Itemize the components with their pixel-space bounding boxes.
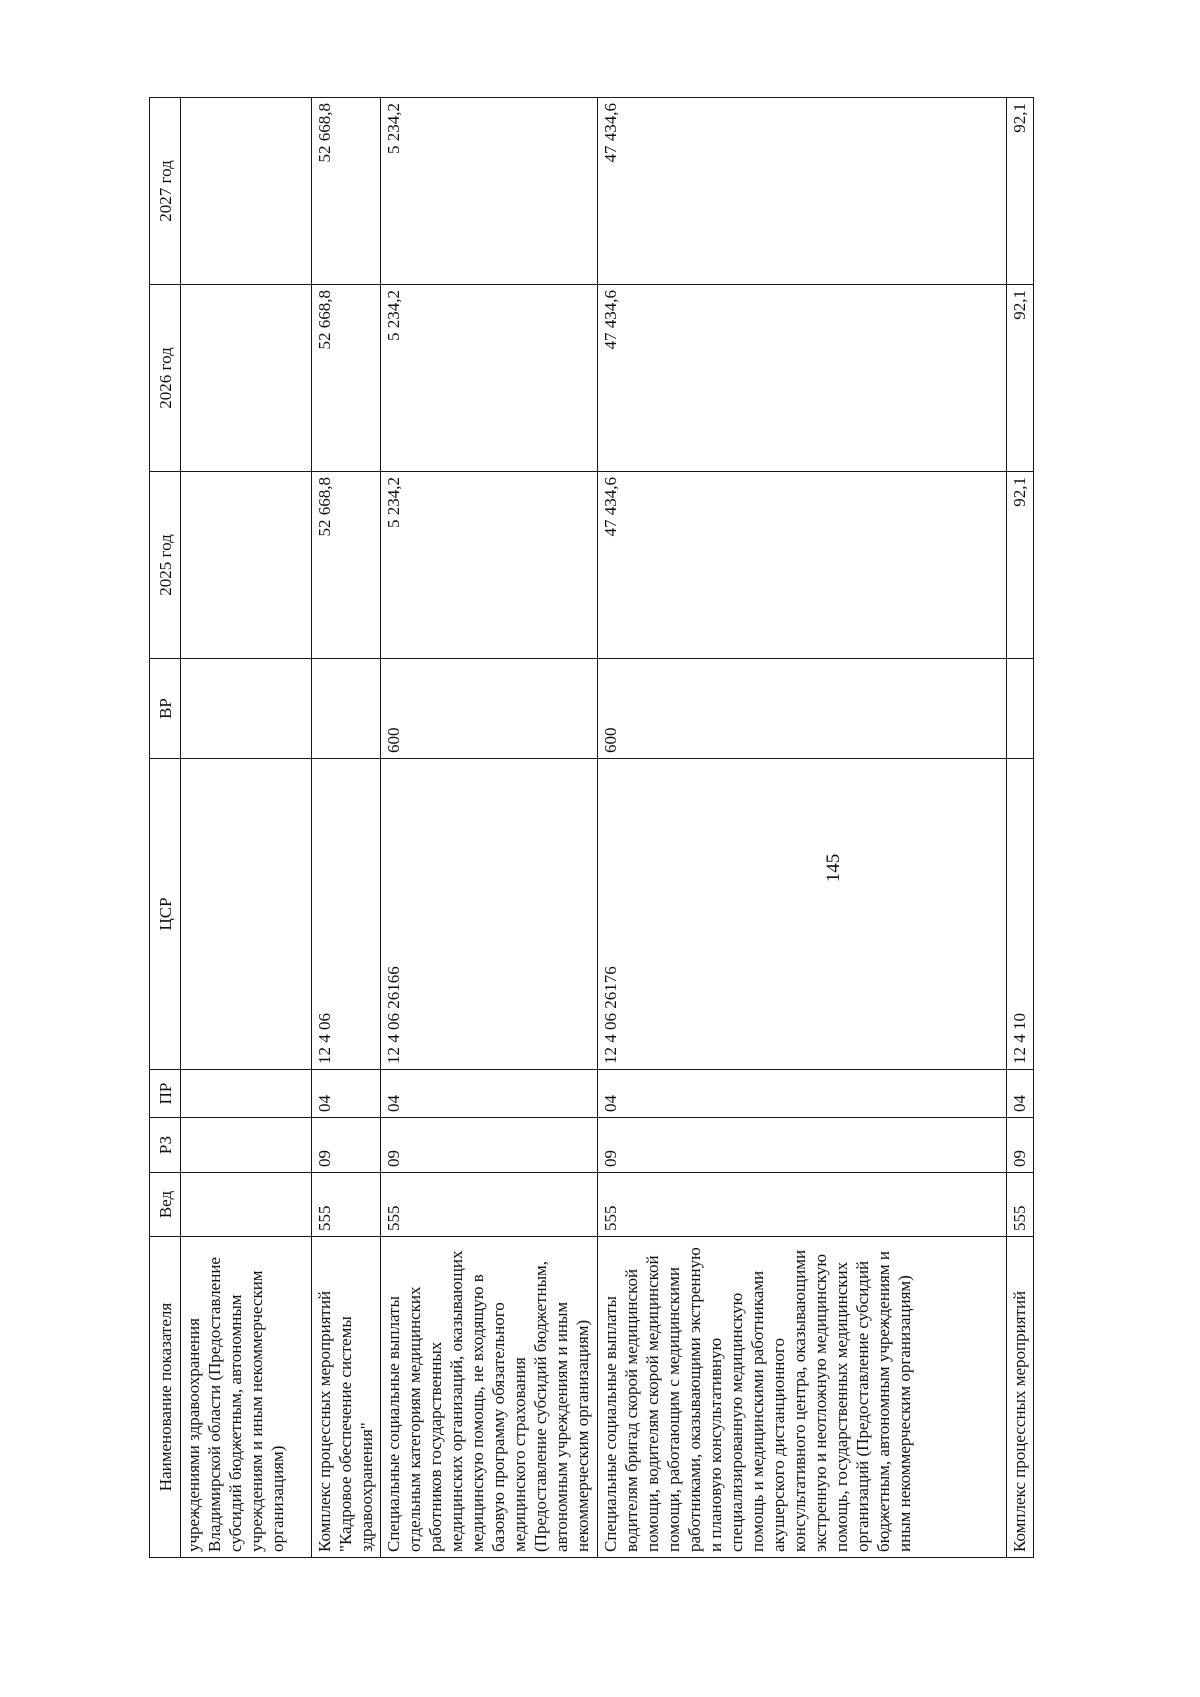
- cell-vr: [181, 659, 312, 759]
- cell-2025: 92,1: [1007, 472, 1034, 659]
- cell-vr: 600: [381, 659, 598, 759]
- page-number: 145: [823, 853, 844, 883]
- cell-csr: 12 4 06: [312, 759, 381, 1070]
- cell-ved: 555: [312, 1173, 381, 1237]
- cell-rz: 09: [598, 1118, 1007, 1173]
- cell-2027: 92,1: [1007, 98, 1034, 285]
- header-vr: ВР: [150, 659, 181, 759]
- cell-name: Комплекс процессных мероприятий: [1007, 1237, 1034, 1558]
- cell-csr: [181, 759, 312, 1070]
- header-csr: ЦСР: [150, 759, 181, 1070]
- cell-pr: 04: [598, 1070, 1007, 1118]
- cell-2026: 5 234,2: [381, 285, 598, 472]
- table-row: [381, 98, 598, 1558]
- cell-2027: [181, 98, 312, 285]
- cell-rz: 09: [1007, 1118, 1034, 1173]
- cell-vr: [1007, 659, 1034, 759]
- cell-csr: 12 4 10: [1007, 759, 1034, 1070]
- table-row: [181, 98, 312, 1558]
- cell-pr: [181, 1070, 312, 1118]
- table-row: [598, 98, 1007, 1558]
- cell-vr: 600: [598, 659, 1007, 759]
- header-rz: РЗ: [150, 1118, 181, 1173]
- cell-2025: [181, 472, 312, 659]
- budget-table: [149, 97, 1034, 1558]
- header-2026: 2026 год: [150, 285, 181, 472]
- cell-ved: [181, 1173, 312, 1237]
- cell-name: Специальные социальные выплаты водителям бригад скорой медицинской помощи, водителям скорой медицинской помощи, работающим с медицинскими работниками, оказывающими экстренную и плановую консультативную специализированную медицинскую помощь и медицинскими работниками акушерского дистанционного консультативного центра, оказывающими экстренную и неотложную медицинскую помощь, государственных медицинских организаций (Предоставление субсидий бюджетным, автономным учреждениям и иным некоммерческим организациям): [598, 1237, 1007, 1558]
- cell-2027: 47 434,6: [598, 98, 1007, 285]
- header-2027: 2027 год: [150, 98, 181, 285]
- cell-2025: 5 234,2: [381, 472, 598, 659]
- table-header-row: [150, 98, 181, 1558]
- cell-2026: [181, 285, 312, 472]
- cell-ved: 555: [1007, 1173, 1034, 1237]
- header-ved: Вед: [150, 1173, 181, 1237]
- cell-name: Комплекс процессных мероприятий "Кадровое обеспечение системы здравоохранения": [312, 1237, 381, 1558]
- header-name: Наименование показателя: [150, 1237, 181, 1558]
- cell-rz: 09: [312, 1118, 381, 1173]
- cell-2026: 52 668,8: [312, 285, 381, 472]
- rotated-table-container: [149, 98, 1051, 1558]
- cell-rz: 09: [381, 1118, 598, 1173]
- cell-csr: 12 4 06 26176: [598, 759, 1007, 1070]
- cell-2027: 52 668,8: [312, 98, 381, 285]
- cell-2026: 47 434,6: [598, 285, 1007, 472]
- cell-pr: 04: [1007, 1070, 1034, 1118]
- cell-vr: [312, 659, 381, 759]
- cell-2026: 92,1: [1007, 285, 1034, 472]
- cell-ved: 555: [381, 1173, 598, 1237]
- cell-name: учреждениями здравоохранения Владимирской области (Предоставление субсидий бюджетным, автономным учреждениям и иным некоммерческим организациям): [181, 1237, 312, 1558]
- cell-rz: [181, 1118, 312, 1173]
- cell-pr: 04: [381, 1070, 598, 1118]
- cell-ved: 555: [598, 1173, 1007, 1237]
- cell-2025: 52 668,8: [312, 472, 381, 659]
- table-row: [1007, 98, 1034, 1558]
- header-pr: ПР: [150, 1070, 181, 1118]
- cell-csr: 12 4 06 26166: [381, 759, 598, 1070]
- cell-2027: 5 234,2: [381, 98, 598, 285]
- cell-pr: 04: [312, 1070, 381, 1118]
- table-row: [312, 98, 381, 1558]
- cell-2025: 47 434,6: [598, 472, 1007, 659]
- cell-name: Специальные социальные выплаты отдельным категориям медицинских работников государственных медицинских организаций, оказывающих медицинскую помощь, не входящую в базовую программу обязательного медицинского страхования (Предоставление субсидий бюджетным, автономным учреждениям и иным некоммерческим организациям): [381, 1237, 598, 1558]
- header-2025: 2025 год: [150, 472, 181, 659]
